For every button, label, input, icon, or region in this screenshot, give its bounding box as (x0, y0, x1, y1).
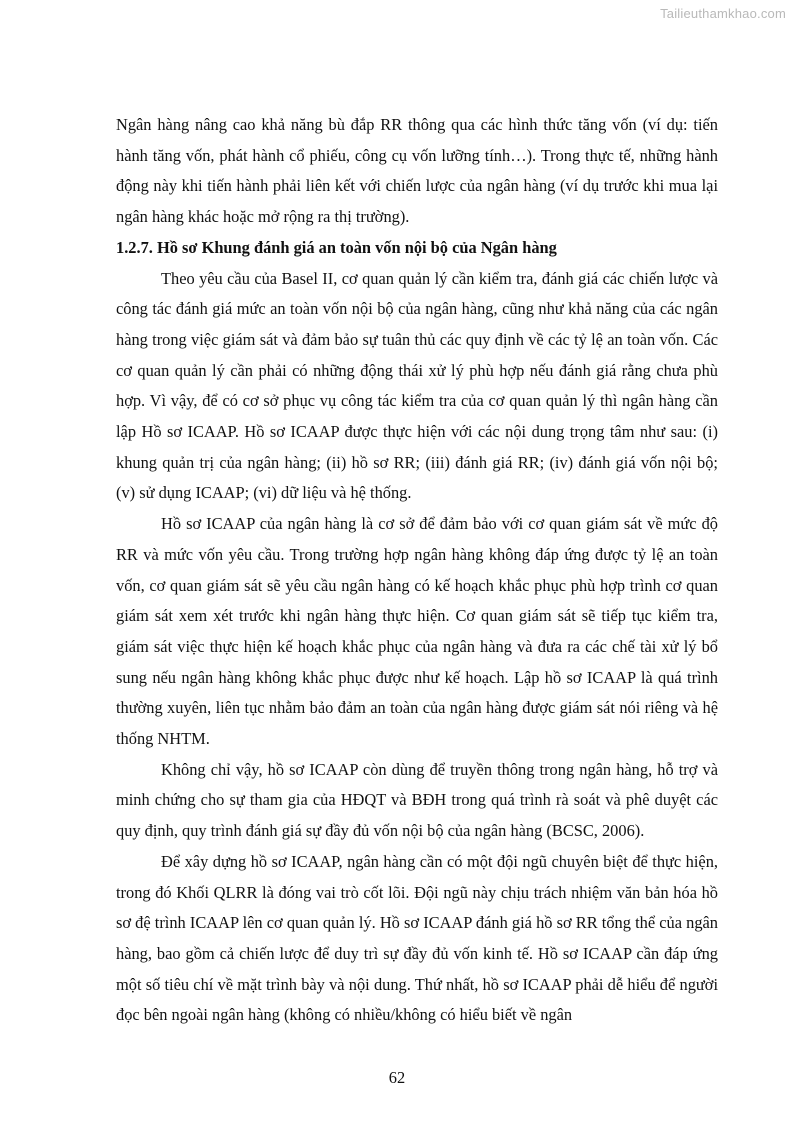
section-heading: 1.2.7. Hồ sơ Khung đánh giá an toàn vốn nội bộ của Ngân hàng (116, 237, 557, 257)
paragraph-icaap-basis: Hồ sơ ICAAP của ngân hàng là cơ sở để đảm bảo với cơ quan giám sát về mức độ RR và mức vốn yêu cầu. Trong trường hợp ngân hàng không đáp ứng được tỷ lệ an toàn vốn, cơ quan giám sát sẽ yêu cầu ngân hàng có kế hoạch khắc phục phù hợp trình cơ quan giám sát xem xét trước khi ngân hàng thực hiện. Cơ quan giám sát sẽ tiếp tục kiểm tra, giám sát việc thực hiện kế hoạch khắc phục của ngân hàng và đưa ra các chế tài xử lý bổ sung nếu ngân hàng không khắc phục được như kế hoạch. Lập hồ sơ ICAAP là quá trình thường xuyên, liên tục nhằm bảo đảm an toàn của ngân hàng được giám sát nói riêng và hệ thống NHTM. (116, 514, 718, 749)
watermark: Tailieuthamkhao.com (660, 6, 786, 21)
page-number: 62 (388, 1068, 406, 1087)
paragraph-intro: Ngân hàng nâng cao khả năng bù đắp RR thông qua các hình thức tăng vốn (ví dụ: tiến hành tăng vốn, phát hành cổ phiếu, công cụ vốn lưỡng tính…). Trong thực tế, những hành động này khi tiến hành phải liên kết với chiến lược của ngân hàng (ví dụ trước khi mua lại ngân hàng khác hoặc mở rộng ra thị trường). (116, 115, 718, 227)
document-body (116, 110, 718, 1031)
paragraph-team: Để xây dựng hồ sơ ICAAP, ngân hàng cần có một đội ngũ chuyên biệt để thực hiện, trong đó Khối QLRR là đóng vai trò cốt lõi. Đội ngũ này chịu trách nhiệm văn bản hóa hồ sơ đệ trình ICAAP lên cơ quan quản lý. Hồ sơ ICAAP đánh giá hồ sơ RR tổng thể của ngân hàng, bao gồm cả chiến lược để duy trì sự đầy đủ vốn kinh tế. Hồ sơ ICAAP cần đáp ứng một số tiêu chí về mặt trình bày và nội dung. Thứ nhất, hồ sơ ICAAP phải dễ hiểu để người đọc bên ngoài ngân hàng (không có nhiều/không có hiểu biết về ngân (116, 851, 718, 1025)
paragraph-communication: Không chỉ vậy, hồ sơ ICAAP còn dùng để truyền thông trong ngân hàng, hỗ trợ và minh chứng cho sự tham gia của HĐQT và BĐH trong quá trình rà soát và phê duyệt các quy định, quy trình đánh giá sự đầy đủ vốn nội bộ của ngân hàng (BCSC, 2006). (116, 759, 718, 841)
paragraph-basel: Theo yêu cầu của Basel II, cơ quan quản lý cần kiểm tra, đánh giá các chiến lược và công tác đánh giá mức an toàn vốn nội bộ của ngân hàng, cũng như khả năng của các ngân hàng trong việc giám sát và đảm bảo sự tuân thủ các quy định về các tỷ lệ an toàn vốn. Các cơ quan quản lý cần phải có những động thái xử lý phù hợp nếu đánh giá rằng chưa phù hợp. Vì vậy, để có cơ sở phục vụ công tác kiểm tra của cơ quan quản lý thì ngân hàng cần lập Hồ sơ ICAAP. Hồ sơ ICAAP được thực hiện với các nội dung trọng tâm như sau: (i) khung quản trị của ngân hàng; (ii) hồ sơ RR; (iii) đánh giá RR; (iv) đánh giá vốn nội bộ; (v) sử dụng ICAAP; (vi) dữ liệu và hệ thống. (116, 268, 718, 503)
